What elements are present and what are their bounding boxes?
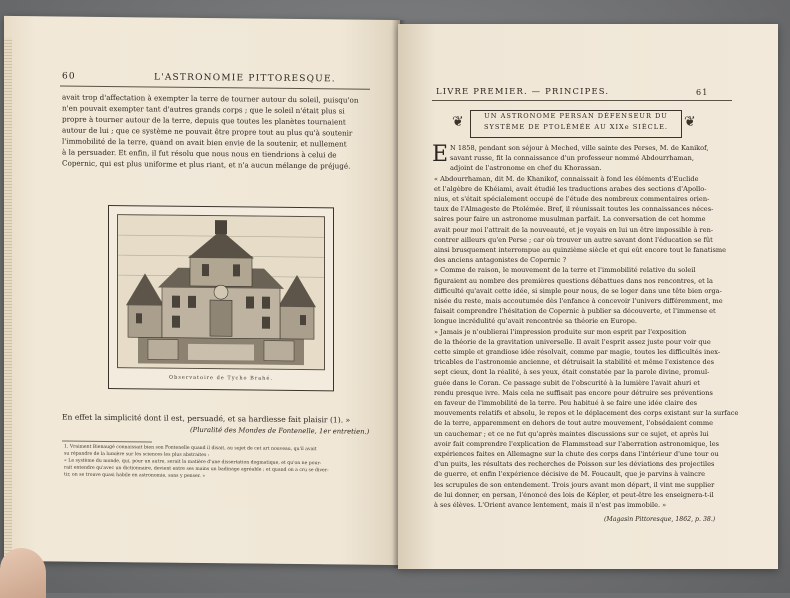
- right-text-line: de la terre, apparemment en dehors de tout autre mouvement, l'obsédaient comme: [434, 419, 714, 428]
- left-text-line: l'immobilité de la terre, quand on avait bien envie de la soutenir, et nullement: [62, 136, 347, 149]
- right-source-citation: (Magasin Pittoresque, 1862, p. 38.): [604, 516, 716, 523]
- right-text-line: à ses élèves. L'Orient avance lentement, mais il n'est pas immobile. »: [434, 501, 667, 509]
- right-text-line: de lui donner, en persan, l'énoncé des lois de Képler, et peut-être les enseignera-t-il: [434, 490, 714, 499]
- right-text-line: contrer ailleurs qu'en Perse ; car où trouver un autre savant dont l'éducation se fût: [434, 235, 713, 244]
- page-edges: [4, 38, 12, 565]
- right-text-line: les scrupules de son entendement. Trois jours avant mon départ, il vint me supplier: [434, 480, 715, 489]
- chapter-title-line: UN ASTRONOME PERSAN DÉFENSEUR DU: [484, 112, 668, 120]
- reader-thumb: [0, 548, 46, 598]
- ornament-right-icon: ❦: [684, 114, 696, 130]
- left-text-line: Copernic, qui est plus uniforme et plus riant, et n'a aucun mélange de préjugé.: [62, 158, 351, 171]
- footnote-line: su répandre de la lumière sur les sciences les plus abstraites :: [64, 451, 210, 459]
- right-text-line: taux de l'Almageste de Ptolémée. Bref, il réunissait toutes les connaissances néces-: [434, 205, 714, 214]
- figure-caption: Observatoire de Tycho Brahé.: [169, 374, 273, 382]
- left-closing-line: En effet la simplicité dont il est, persuadé, et sa hardiesse fait plaisir (1). »: [62, 412, 351, 425]
- right-text-line: expériences faites en Allemagne sur la chute des corps dans l'intérieur d'une tour ou: [434, 450, 719, 458]
- left-text-line: à la persuader. Et enfin, il fut résolu que nous nous en tiendrions à celui de: [62, 147, 337, 160]
- drop-cap: E: [432, 142, 449, 167]
- left-page: [4, 16, 400, 565]
- right-text-line: des anciens antagonistes de Copernic ?: [434, 256, 567, 265]
- right-text-line: nisée du reste, mais accoutumée dès l'enfance à concevoir l'univers différemment, me: [434, 297, 723, 305]
- right-text-line: faisait comprendre l'hésitation de Copernic à publier sa découverte, et l'immense et: [434, 307, 716, 316]
- right-page: [398, 24, 778, 569]
- footnote-rule: [62, 441, 152, 443]
- right-text-line: et l'algèbre de Khéiami, avait étudié les traductions arabes des sections d'Apollo-: [434, 184, 707, 193]
- right-text-line: d'un puits, les résultats des recherches de Poisson sur les déviations des projectiles: [434, 460, 715, 469]
- left-citation: (Pluralité des Mondes de Fontenelle, 1er entretien.): [190, 425, 370, 436]
- right-text-line: ainsi brusquement interrompue au quinzième siècle et qui eût encore tout le fanatisme: [434, 246, 727, 254]
- chapter-title-box: [470, 110, 682, 138]
- header-rule: [60, 86, 370, 90]
- footnote-line: rait entendre qu'avec un dictionnaire, devient entre ses mains un badinage agréable ; et quand on a cru se diver-: [64, 465, 329, 474]
- right-text-line: avoir fait comprendre l'explication de Flammstead sur l'aberration astronomique, les: [434, 439, 719, 448]
- right-text-line: figuraient au nombre des premières questions débattues dans nos rencontres, et la: [434, 276, 713, 285]
- right-text-line: de la théorie de la gravitation universelle. Il avait l'esprit assez juste pour voir que: [434, 337, 711, 346]
- right-text-line: adjoint de l'astronome en chef du Khorassan.: [450, 164, 602, 173]
- observatory-engraving: [117, 214, 325, 370]
- right-text-line: savant russe, fit la connaissance d'un professeur nommé Abdourrhaman,: [450, 154, 694, 163]
- header-rule: [432, 100, 732, 101]
- right-text-line: saires pour faire un astronome musulman parfait. La conversation de cet homme: [434, 215, 706, 224]
- left-text-line: n'en pouvait exempter tant d'autres grands corps ; que le soleil n'était plus si: [62, 103, 345, 116]
- right-text-line: cette simple et grandiose idée résolvait, comme par magie, toutes les difficultés inex-: [434, 348, 721, 356]
- left-page-number: 60: [62, 71, 76, 82]
- right-text-line: nius, et s'était spécialement occupé de l'étude des nombreux commentaires orien-: [434, 195, 710, 203]
- right-text-line: en faveur de l'immobilité de la terre. Peu habitué à se faire une idée claire des: [434, 399, 698, 407]
- right-text-line: N 1858, pendant son séjour à Meched, ville sainte des Perses, M. de Kanikof,: [450, 144, 709, 152]
- right-text-line: de guerre, et enfin l'expérience décisive de M. Foucault, que je parvins à vaincre: [434, 470, 706, 479]
- right-text-line: mouvements relatifs et absolu, le repos et le déplacement des corps existant sur la surface: [434, 409, 739, 418]
- left-text-line: avait trop d'affectation à exempter la terre de tourner autour du soleil, puisqu'on: [62, 92, 359, 105]
- right-text-line: tricables de l'astronomie ancienne, et détruisait la stabilité et même l'existence des: [434, 358, 714, 367]
- right-text-line: « Abdourrhaman, dit M. de Khanikof, connaissait à fond les éléments d'Euclide: [434, 174, 699, 183]
- footnote-line: « Le système du monde, qui, pour un autre, serait la matière d'une dissertation dogmatique, et qu'on ne pour-: [64, 458, 322, 467]
- ornament-left-icon: ❦: [452, 114, 464, 130]
- footnote-line: 1. Vraiment Bienaugé connaissait bien son Fontenelle quand il disait, au sujet de cet art nouveau, qu'il avait: [64, 444, 317, 453]
- right-text-line: guée dans le Coran. Ce passage subit de l'obscurité à la lumière l'avait ahuri et: [434, 378, 700, 387]
- right-text-line: avait pour moi l'attrait de la nouveauté, et je voyais en lui un être impossible à ren-: [434, 225, 714, 234]
- right-running-head: LIVRE PREMIER. — PRINCIPES.: [436, 86, 610, 96]
- right-text-line: » Jamais je n'oublierai l'impression produite sur mon esprit par l'exposition: [434, 327, 687, 336]
- observatory-plate: [108, 205, 334, 391]
- right-text-line: difficulté qu'avait cette idée, si simple pour nous, de se loger dans une tête bien orga-: [434, 286, 722, 295]
- right-text-line: » Comme de raison, le mouvement de la terre et l'immobilité relative du soleil: [434, 266, 696, 275]
- right-text-line: rendu presque ivre. Mais cela ne suffisait pas encore pour détruire ses préventions: [434, 388, 713, 397]
- right-page-number: 61: [696, 88, 709, 97]
- chapter-title-line: SYSTÈME DE PTOLÉMÉE AU XIXe SIÈCLE.: [483, 123, 669, 131]
- left-text-line: autour de lui ; que ce système ne pouvait être propre tout au plus qu'à soutenir: [62, 125, 353, 138]
- footnote-line: tir, on se trouve quasi habile en astronomie, sans y penser. »: [64, 472, 206, 480]
- observatory-illustration: [118, 215, 324, 369]
- right-text-line: sept cieux, dont la réalité, à ses yeux, était constatée par la parole divine, promul-: [434, 368, 710, 377]
- left-text-line: propre à tourner autour de la terre, depuis que toutes les planètes tournaient: [62, 114, 346, 127]
- left-running-head: L'ASTRONOMIE PITTORESQUE.: [154, 72, 336, 85]
- right-text-line: un cauchemar ; et ce ne fut qu'après maintes discussions sur ce sujet, et après lui: [434, 429, 709, 438]
- right-text-line: longue incrédulité qu'avait rencontrée sa théorie en Europe.: [434, 317, 637, 326]
